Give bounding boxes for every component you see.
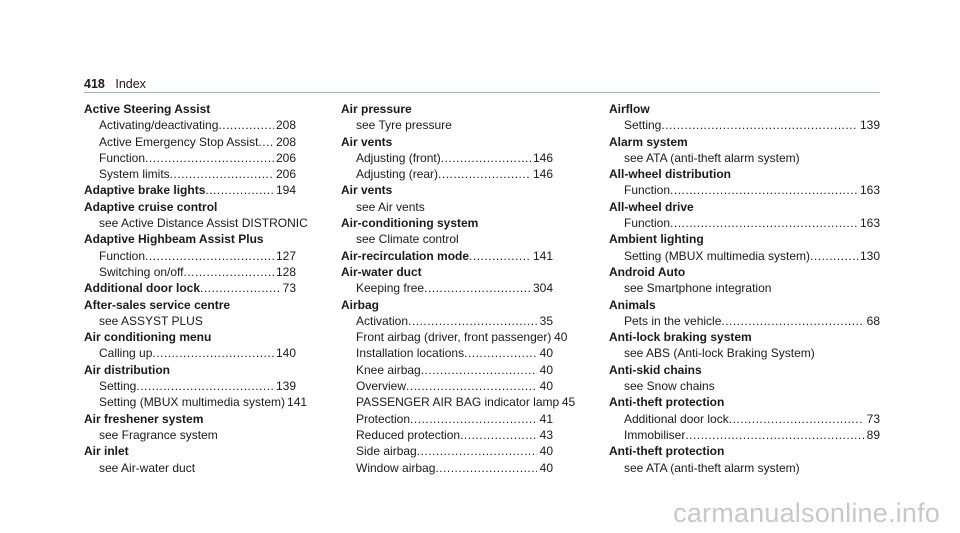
index-subentry	[341, 199, 553, 215]
page-reference[interactable]: 127	[275, 248, 296, 263]
subentry-label: Function	[99, 248, 146, 263]
index-term	[609, 199, 880, 215]
index-subentry	[84, 460, 296, 476]
subentry-label: Overview	[356, 379, 407, 394]
index-entry	[341, 248, 553, 264]
index-entry	[341, 297, 576, 476]
dot-leader	[145, 150, 274, 166]
index-term	[609, 166, 880, 182]
subentry-label: see Active Distance Assist DISTRONIC	[99, 216, 308, 231]
subentry-label: see Air-water duct	[99, 460, 196, 475]
subentry-label: Function	[624, 183, 671, 198]
subentry-label: see ASSYST PLUS	[99, 313, 203, 328]
dot-leader	[464, 345, 537, 361]
page-reference[interactable]: 73	[282, 281, 296, 296]
index-subentry[interactable]	[84, 378, 296, 394]
index-term	[609, 394, 880, 410]
index-term	[341, 215, 553, 231]
page-reference[interactable]: 45	[561, 395, 576, 410]
page-reference[interactable]: 40	[539, 346, 553, 361]
subentry-label: Side airbag	[356, 444, 417, 459]
page-reference[interactable]: 163	[859, 183, 880, 198]
subentry-label: see Climate control	[356, 232, 459, 247]
subentry-label: Activating/deactivating	[99, 118, 219, 133]
index-term	[609, 443, 880, 459]
subentry-label: see Smartphone integration	[624, 281, 772, 296]
index-entry	[341, 101, 553, 134]
index-subentry[interactable]	[341, 329, 568, 345]
section-title: Index	[115, 77, 146, 91]
page-reference[interactable]: 35	[539, 313, 553, 328]
page-reference[interactable]: 146	[532, 167, 553, 182]
index-term-label: All-wheel distribution	[609, 167, 731, 182]
index-entry	[84, 411, 296, 444]
index-subentry[interactable]	[84, 117, 296, 133]
index-term	[341, 134, 553, 150]
index-entry	[84, 362, 308, 411]
page-reference[interactable]: 40	[539, 362, 553, 377]
index-subentry[interactable]	[341, 362, 553, 378]
index-subentry[interactable]	[84, 248, 296, 264]
dot-leader	[435, 460, 537, 476]
index-term-label: Air-water duct	[341, 264, 422, 279]
subentry-label: Immobiliser	[624, 427, 686, 442]
index-entry	[609, 134, 880, 167]
index-entry	[609, 297, 880, 330]
index-column-1	[84, 101, 308, 476]
index-term	[609, 329, 880, 345]
subentry-label: Setting (MBUX multimedia system)	[624, 248, 811, 263]
index-entry	[84, 231, 296, 280]
index-column-2	[341, 101, 576, 476]
index-term	[341, 297, 553, 313]
index-term-label: Airflow	[609, 102, 650, 116]
page-reference[interactable]: 89	[866, 427, 880, 442]
index-term-label: Adaptive brake lights	[84, 183, 206, 198]
index-entry	[609, 101, 880, 134]
index-term[interactable]	[341, 248, 553, 264]
dot-leader	[408, 313, 537, 329]
index-term-label: Active Steering Assist	[84, 102, 211, 116]
subentry-label: Setting (MBUX multimedia system)	[99, 395, 286, 410]
page-reference[interactable]: 208	[275, 134, 296, 149]
index-entry	[609, 199, 880, 232]
index-entry	[609, 264, 880, 297]
index-term	[609, 101, 880, 117]
subentry-label: Active Emergency Stop Assist	[99, 134, 259, 149]
index-subentry	[341, 117, 553, 133]
dot-leader	[685, 427, 864, 443]
dot-leader	[729, 411, 864, 427]
dot-leader	[200, 280, 280, 296]
dot-leader	[670, 215, 858, 231]
index-subentry[interactable]	[84, 150, 296, 166]
subentry-label: Adjusting (front)	[356, 150, 441, 165]
dot-leader	[417, 443, 537, 459]
index-subentry	[341, 231, 553, 247]
dot-leader	[406, 378, 537, 394]
index-subentry[interactable]	[609, 248, 880, 264]
index-term-label: Anti-theft protection	[609, 395, 725, 410]
index-term-label: Air-conditioning system	[341, 216, 479, 231]
index-subentry[interactable]	[84, 134, 296, 150]
dot-leader	[670, 182, 858, 198]
index-entry	[609, 231, 880, 264]
index-term	[609, 297, 880, 313]
dot-leader	[438, 166, 531, 182]
header-divider	[84, 92, 880, 93]
index-subentry[interactable]	[341, 394, 576, 410]
subentry-label: see ATA (anti-theft alarm system)	[624, 460, 800, 475]
page-reference[interactable]: 140	[275, 346, 296, 361]
page-reference[interactable]: 141	[287, 395, 308, 410]
subentry-label: Window airbag	[356, 460, 436, 475]
index-subentry[interactable]	[609, 427, 880, 443]
index-subentry[interactable]	[609, 117, 880, 133]
index-subentry	[609, 280, 880, 296]
page-reference[interactable]: 128	[275, 264, 296, 279]
subentry-label: see Fragrance system	[99, 427, 218, 442]
index-subentry	[84, 215, 308, 231]
index-subentry	[84, 427, 296, 443]
index-term-label: Anti-skid chains	[609, 362, 702, 377]
subentry-label: Front airbag (driver, front passenger)	[356, 330, 552, 345]
subentry-label: Setting	[624, 118, 662, 133]
index-term-label: Air-recirculation mode	[341, 248, 470, 263]
subentry-label: Setting	[99, 379, 137, 394]
index-subentry[interactable]	[609, 411, 880, 427]
index-entry	[84, 297, 296, 330]
index-term	[84, 231, 296, 247]
index-term	[84, 411, 296, 427]
index-entry	[609, 362, 880, 395]
dot-leader	[136, 378, 274, 394]
index-term	[341, 264, 553, 280]
index-entry	[84, 443, 296, 476]
dot-leader	[721, 313, 864, 329]
index-entry	[84, 182, 296, 198]
index-subentry	[609, 460, 880, 476]
index-subentry[interactable]	[84, 166, 296, 182]
index-subentry[interactable]	[609, 313, 880, 329]
page-reference[interactable]: 130	[859, 248, 880, 263]
index-entry	[609, 329, 880, 362]
index-term-label: Air freshener system	[84, 411, 204, 426]
subentry-label: Activation	[356, 313, 409, 328]
dot-leader	[460, 427, 537, 443]
page-reference[interactable]: 73	[866, 411, 880, 426]
subentry-label: Reduced protection	[356, 427, 461, 442]
subentry-label: Function	[624, 216, 671, 231]
index-entry	[84, 280, 296, 296]
index-entry	[341, 134, 553, 183]
index-entry	[84, 199, 308, 232]
index-term-label: Ambient lighting	[609, 232, 704, 247]
index-term	[609, 362, 880, 378]
page-reference[interactable]: 40	[554, 330, 568, 345]
index-term	[609, 134, 880, 150]
index-subentry[interactable]	[341, 345, 553, 361]
index-term-label: Adaptive cruise control	[84, 199, 218, 214]
index-term-label: Air inlet	[84, 444, 129, 459]
page-reference[interactable]: 146	[532, 150, 553, 165]
dot-leader	[421, 362, 537, 378]
index-subentry	[609, 150, 880, 166]
index-term-label: All-wheel drive	[609, 199, 694, 214]
index-subentry[interactable]	[341, 460, 553, 476]
index-term-label: Anti-lock braking system	[609, 330, 752, 345]
index-subentry[interactable]	[341, 313, 553, 329]
index-entry	[341, 215, 553, 248]
page-reference[interactable]: 41	[539, 411, 553, 426]
dot-leader	[170, 166, 274, 182]
page-reference[interactable]: 141	[532, 248, 553, 263]
index-term[interactable]	[84, 182, 296, 198]
page-reference[interactable]: 194	[275, 183, 296, 198]
index-term-label: Anti-theft protection	[609, 444, 725, 459]
subentry-label: Switching on/off	[99, 264, 184, 279]
index-entry	[341, 264, 553, 297]
dot-leader	[205, 182, 274, 198]
subentry-label: System limits	[99, 167, 170, 182]
subentry-label: see ABS (Anti-lock Braking System)	[624, 346, 815, 361]
page-reference[interactable]: 40	[539, 379, 553, 394]
dot-leader	[184, 264, 274, 280]
dot-leader	[441, 150, 531, 166]
dot-leader	[258, 134, 274, 150]
page-reference[interactable]: 40	[539, 444, 553, 459]
index-term-label: Alarm system	[609, 134, 688, 149]
index-subentry[interactable]	[341, 443, 553, 459]
index-subentry[interactable]	[84, 394, 308, 410]
index-subentry[interactable]	[341, 166, 553, 182]
dot-leader	[152, 345, 274, 361]
dot-leader	[145, 248, 274, 264]
page-reference[interactable]: 40	[539, 460, 553, 475]
page-reference[interactable]: 139	[859, 118, 880, 133]
index-term-label: Air conditioning menu	[84, 330, 212, 345]
subentry-label: see ATA (anti-theft alarm system)	[624, 150, 800, 165]
index-term	[84, 101, 296, 117]
page-reference[interactable]: 206	[275, 167, 296, 182]
index-term[interactable]	[84, 280, 296, 296]
page-header	[84, 77, 146, 91]
index-term	[341, 182, 553, 198]
subentry-label: Protection	[356, 411, 411, 426]
index-term	[84, 443, 296, 459]
index-term-label: After-sales service centre	[84, 297, 231, 312]
index-column-3	[609, 101, 880, 476]
subentry-label: Calling up	[99, 346, 153, 361]
index-term-label: Air vents	[341, 183, 393, 198]
subentry-label: PASSENGER AIR BAG indicator lamp	[356, 395, 560, 410]
subentry-label: Additional door lock	[624, 411, 729, 426]
index-term	[609, 264, 880, 280]
index-entry	[84, 329, 296, 362]
subentry-label: see Snow chains	[624, 379, 715, 394]
subentry-label: Adjusting (rear)	[356, 167, 439, 182]
dot-leader	[469, 248, 531, 264]
index-subentry	[609, 345, 880, 361]
page-number: 418	[84, 77, 105, 91]
index-term-label: Animals	[609, 297, 656, 312]
dot-leader	[218, 117, 274, 133]
watermark-logo: carmanualsonline.info	[673, 498, 940, 528]
index-subentry	[84, 313, 296, 329]
dot-leader	[410, 411, 537, 427]
index-term-label: Air vents	[341, 134, 393, 149]
page-reference[interactable]: 163	[859, 216, 880, 231]
index-subentry[interactable]	[341, 411, 553, 427]
index-term	[84, 329, 296, 345]
index-term-label: Android Auto	[609, 264, 686, 279]
index-term	[609, 231, 880, 247]
index-subentry[interactable]	[341, 427, 553, 443]
page-reference[interactable]: 208	[275, 118, 296, 133]
page-reference[interactable]: 304	[532, 281, 553, 296]
index-term-label: Air pressure	[341, 102, 412, 116]
subentry-label: Pets in the vehicle	[624, 313, 722, 328]
index-subentry[interactable]	[341, 280, 553, 296]
page-reference[interactable]: 43	[539, 427, 553, 442]
subentry-label: see Tyre pressure	[356, 118, 452, 133]
index-subentry[interactable]	[609, 215, 880, 231]
index-subentry[interactable]	[84, 345, 296, 361]
index-term-label: Air distribution	[84, 362, 170, 377]
index-entry	[84, 101, 296, 182]
index-subentry[interactable]	[609, 182, 880, 198]
dot-leader	[424, 280, 531, 296]
index-term-label: Airbag	[341, 297, 380, 312]
subentry-label: Function	[99, 150, 146, 165]
index-subentry[interactable]	[341, 378, 553, 394]
index-term	[84, 362, 296, 378]
dot-leader	[661, 117, 858, 133]
index-subentry	[609, 378, 880, 394]
index-entry	[609, 394, 880, 443]
page-reference[interactable]: 68	[866, 313, 880, 328]
subentry-label: Knee airbag	[356, 362, 421, 377]
index-term-label: Additional door lock	[84, 281, 200, 296]
index-term	[84, 297, 296, 313]
dot-leader	[810, 248, 858, 264]
index-subentry[interactable]	[341, 150, 553, 166]
index-term	[341, 101, 553, 117]
subentry-label: Installation locations	[356, 346, 465, 361]
page-reference[interactable]: 206	[275, 150, 296, 165]
index-entry	[341, 182, 553, 215]
index-term	[84, 199, 296, 215]
index-subentry[interactable]	[84, 264, 296, 280]
subentry-label: Keeping free	[356, 281, 425, 296]
index-entry	[609, 166, 880, 199]
page-reference[interactable]: 139	[275, 379, 296, 394]
index-entry	[609, 443, 880, 476]
index-term-label: Adaptive Highbeam Assist Plus	[84, 232, 264, 247]
subentry-label: see Air vents	[356, 199, 425, 214]
